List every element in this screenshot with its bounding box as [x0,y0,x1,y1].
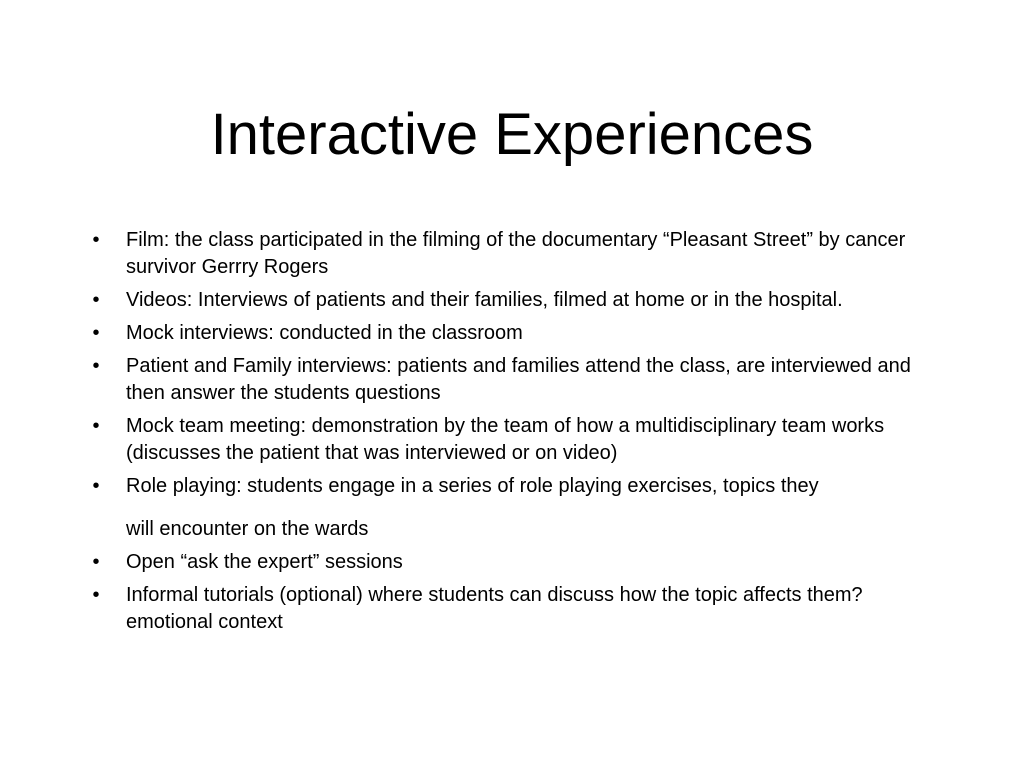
bullet-text-line: Role playing: students engage in a series of role playing exercises, topics they [126,475,819,497]
bullet-icon: • [92,322,100,344]
bullet-icon: • [92,415,100,437]
slide-title: Interactive Experiences [210,102,814,167]
list-item [80,227,940,281]
bullet-text: Videos: Interviews of patients and their families, filmed at home or in the hospital. [126,289,843,311]
list-item [80,582,940,636]
bullet-icon: • [92,584,100,606]
bullet-text: Open “ask the expert” sessions [126,551,403,573]
list-item [80,287,940,314]
bullet-text: Film: the class participated in the filming of the documentary “Pleasant Street” by cancer survivor Gerrry Rogers [126,229,906,278]
bullet-icon: • [92,551,100,573]
list-item [80,549,940,576]
bullet-list [80,227,940,642]
bullet-icon: • [92,475,100,497]
list-item [80,353,940,407]
bullet-text: Informal tutorials (optional) where students can discuss how the topic affects them?emotional context [126,584,863,633]
bullet-icon: • [92,229,100,251]
bullet-text-line: will encounter on the wards [126,518,369,540]
list-item [80,320,940,347]
bullet-text: Mock interviews: conducted in the classroom [126,322,523,344]
bullet-icon: • [92,355,100,377]
bullet-icon: • [92,289,100,311]
bullet-text [126,473,940,543]
bullet-text: Mock team meeting: demonstration by the team of how a multidisciplinary team works (discusses the patient that was interviewed or on video) [126,415,885,464]
list-item [80,473,940,543]
list-item [80,413,940,467]
bullet-text: Patient and Family interviews: patients and families attend the class, are interviewed and then answer the students questions [126,355,911,404]
